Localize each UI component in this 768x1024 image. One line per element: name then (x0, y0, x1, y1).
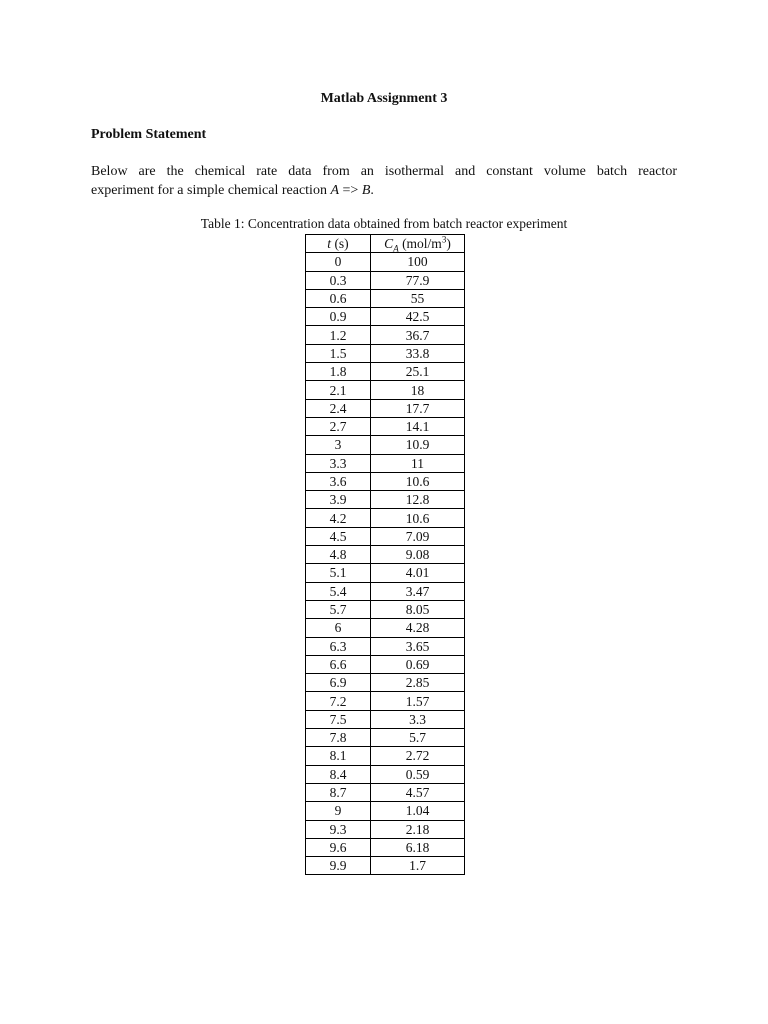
table-row (306, 765, 465, 783)
table-row (306, 454, 465, 472)
time-cell: 6.9 (306, 674, 371, 692)
time-cell: 8.1 (306, 747, 371, 765)
time-cell: 5.1 (306, 564, 371, 582)
concentration-cell: 77.9 (371, 271, 465, 289)
concentration-cell: 25.1 (371, 363, 465, 381)
table-row (306, 381, 465, 399)
intro-line-1: Below are the chemical rate data from an isothermal and constant volume batch reactor (91, 164, 677, 179)
concentration-cell: 8.05 (371, 600, 465, 618)
table-row (306, 600, 465, 618)
time-cell: 6 (306, 619, 371, 637)
table-row (306, 674, 465, 692)
concentration-cell: 36.7 (371, 326, 465, 344)
table-row (306, 783, 465, 801)
time-cell: 7.2 (306, 692, 371, 710)
reaction-arrow: => (339, 183, 362, 198)
table-row (306, 344, 465, 362)
time-cell: 3.3 (306, 454, 371, 472)
time-cell: 1.2 (306, 326, 371, 344)
concentration-cell: 10.6 (371, 509, 465, 527)
concentration-cell: 33.8 (371, 344, 465, 362)
concentration-cell: 1.7 (371, 857, 465, 875)
time-cell: 3.6 (306, 472, 371, 490)
concentration-cell: 5.7 (371, 729, 465, 747)
table-row (306, 546, 465, 564)
time-cell: 4.5 (306, 527, 371, 545)
concentration-cell: 1.04 (371, 802, 465, 820)
concentration-unit-exponent: 3 (441, 234, 447, 245)
table-header-row (306, 235, 465, 253)
table-caption: Table 1: Concentration data obtained from batch reactor experiment (200, 216, 568, 231)
concentration-cell: 1.57 (371, 692, 465, 710)
concentration-cell: 10.9 (371, 436, 465, 454)
table-row (306, 289, 465, 307)
time-cell: 1.8 (306, 363, 371, 381)
time-cell: 9.3 (306, 820, 371, 838)
concentration-cell: 4.01 (371, 564, 465, 582)
time-symbol: t (327, 236, 332, 252)
concentration-cell: 7.09 (371, 527, 465, 545)
table-row (306, 271, 465, 289)
table-row (306, 838, 465, 856)
table-row (306, 472, 465, 490)
product-symbol: B (361, 183, 371, 198)
table-row (306, 326, 465, 344)
time-cell: 7.8 (306, 729, 371, 747)
table-row (306, 747, 465, 765)
concentration-cell: 100 (371, 253, 465, 271)
section-heading: Problem Statement (91, 127, 207, 142)
concentration-cell: 4.57 (371, 783, 465, 801)
concentration-cell: 10.6 (371, 472, 465, 490)
table-row (306, 857, 465, 875)
time-cell: 6.6 (306, 655, 371, 673)
table-row (306, 820, 465, 838)
concentration-cell: 0.59 (371, 765, 465, 783)
time-cell: 8.7 (306, 783, 371, 801)
table-row (306, 582, 465, 600)
concentration-cell: 55 (371, 289, 465, 307)
table-row (306, 692, 465, 710)
concentration-cell: 42.5 (371, 308, 465, 326)
time-cell: 0 (306, 253, 371, 271)
concentration-cell: 0.69 (371, 655, 465, 673)
table-row (306, 399, 465, 417)
table-row (306, 417, 465, 435)
concentration-subscript: A (393, 243, 399, 254)
table-row (306, 491, 465, 509)
intro-paragraph (91, 162, 677, 200)
table-row (306, 729, 465, 747)
table-row (306, 509, 465, 527)
concentration-cell: 17.7 (371, 399, 465, 417)
time-cell: 1.5 (306, 344, 371, 362)
time-cell: 9 (306, 802, 371, 820)
time-cell: 5.4 (306, 582, 371, 600)
concentration-table (305, 234, 465, 875)
time-cell: 7.5 (306, 710, 371, 728)
table-row (306, 308, 465, 326)
concentration-cell: 2.18 (371, 820, 465, 838)
concentration-unit-suffix: ) (446, 236, 451, 252)
table-row (306, 436, 465, 454)
concentration-cell: 18 (371, 381, 465, 399)
time-cell: 2.4 (306, 399, 371, 417)
concentration-cell: 9.08 (371, 546, 465, 564)
concentration-symbol: C (384, 236, 394, 252)
time-cell: 9.6 (306, 838, 371, 856)
time-cell: 3.9 (306, 491, 371, 509)
table-row (306, 710, 465, 728)
table-row (306, 802, 465, 820)
time-cell: 2.1 (306, 381, 371, 399)
table-body (306, 253, 465, 875)
table-row (306, 253, 465, 271)
time-cell: 8.4 (306, 765, 371, 783)
concentration-cell: 2.72 (371, 747, 465, 765)
table-row (306, 527, 465, 545)
time-cell: 4.2 (306, 509, 371, 527)
concentration-cell: 3.65 (371, 637, 465, 655)
time-cell: 4.8 (306, 546, 371, 564)
page-title: Matlab Assignment 3 (320, 91, 448, 106)
time-cell: 6.3 (306, 637, 371, 655)
header-time (306, 235, 371, 253)
header-concentration (371, 235, 465, 253)
intro-line-2-prefix: experiment for a simple chemical reaction (91, 183, 331, 198)
concentration-cell: 3.3 (371, 710, 465, 728)
time-cell: 3 (306, 436, 371, 454)
concentration-cell: 3.47 (371, 582, 465, 600)
intro-line-2-suffix: . (370, 183, 374, 198)
time-cell: 9.9 (306, 857, 371, 875)
concentration-unit-prefix: (mol/m (398, 236, 442, 252)
concentration-cell: 2.85 (371, 674, 465, 692)
intro-line-2 (91, 181, 677, 200)
table-row (306, 564, 465, 582)
reactant-symbol: A (330, 183, 340, 198)
concentration-cell: 11 (371, 454, 465, 472)
time-cell: 0.6 (306, 289, 371, 307)
time-cell: 0.3 (306, 271, 371, 289)
concentration-cell: 14.1 (371, 417, 465, 435)
concentration-cell: 6.18 (371, 838, 465, 856)
time-cell: 0.9 (306, 308, 371, 326)
table-row (306, 619, 465, 637)
concentration-cell: 12.8 (371, 491, 465, 509)
table-row (306, 655, 465, 673)
table-row (306, 363, 465, 381)
concentration-cell: 4.28 (371, 619, 465, 637)
time-cell: 5.7 (306, 600, 371, 618)
time-cell: 2.7 (306, 417, 371, 435)
table-row (306, 637, 465, 655)
time-unit: (s) (331, 236, 349, 252)
